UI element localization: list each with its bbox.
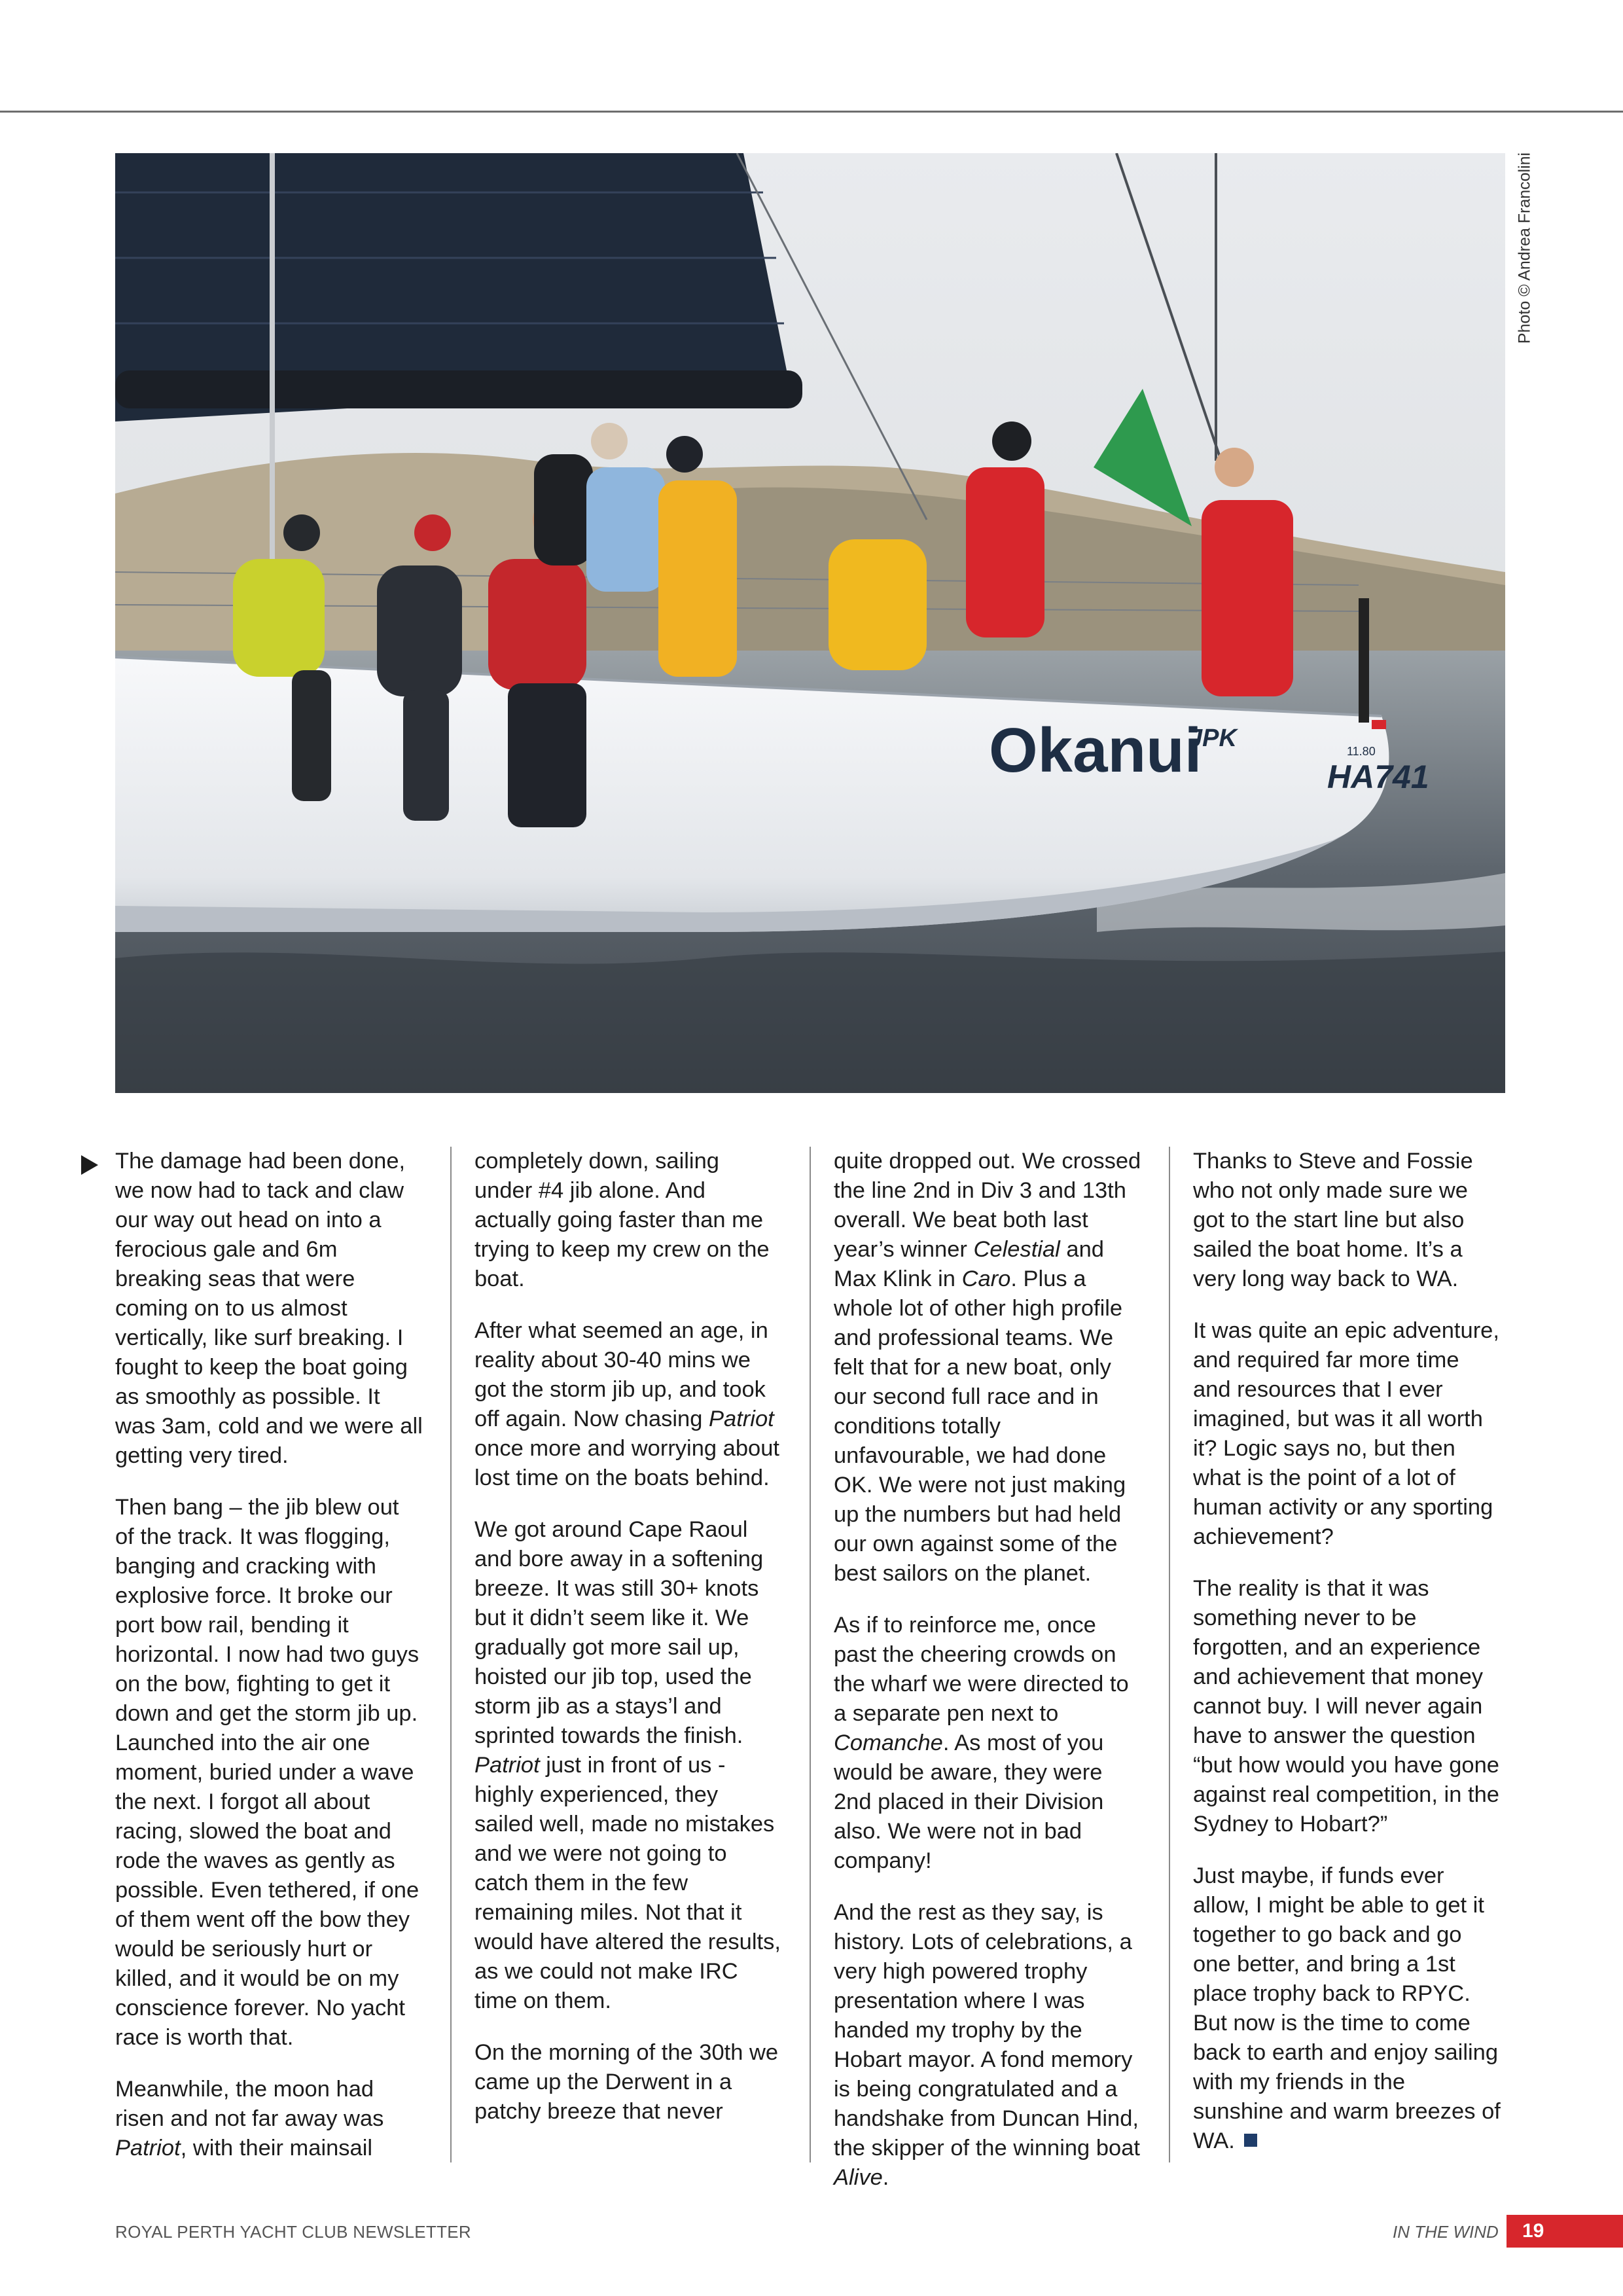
paragraph	[1193, 1861, 1501, 2156]
column-divider	[810, 1147, 811, 2162]
text-run: . As most of you would be aware, they were 2nd placed in their Division also. We were not in bad company!	[834, 1731, 1104, 1873]
article-body	[0, 1147, 1623, 2190]
paragraph: On the morning of the 30th we came up the Derwent in a patchy breeze that never	[474, 2040, 779, 2124]
paragraph	[474, 1316, 782, 1493]
jpk-badge: JPK	[1188, 725, 1237, 752]
article-column-4	[1193, 1147, 1501, 2156]
paragraph: Then bang – the jib blew out of the track. It was flogging, banging and cracking with explosive force. It broke our port bow rail, bending it horizontal. I now had two guys on the bow, fighting to get it down and get the storm jib up. Launched into the air one moment, buried under a wave the next. I forgot all about racing, slowed the boat and rode the waves as gently as possible. Even tethered, if one of them went off the bow they would be seriously hurt or killed, and it would be on my conscience forever. No yacht race is worth that.	[115, 1495, 419, 2050]
section-name: IN THE WIND	[1393, 2222, 1499, 2242]
hull-name: Okanui	[989, 715, 1202, 785]
text-run: .	[882, 2165, 889, 2190]
boat-name: Patriot	[709, 1407, 774, 1431]
text-run: After what seemed an age, in reality about 30-40 mins we got the storm jib up, and took off again. Now chasing	[474, 1318, 768, 1431]
paragraph	[834, 1898, 1141, 2193]
end-of-article-icon	[1244, 2134, 1257, 2147]
paragraph: It was quite an epic adventure, and required far more time and resources that I ever imagined, but was it all worth it? Logic says no, but then what is the point of a lot of human activity or any sporting achievement?	[1193, 1318, 1499, 1549]
boat-name: Comanche	[834, 1731, 943, 1755]
column-divider	[1169, 1147, 1170, 2162]
yacht-photo	[115, 153, 1505, 1093]
page-number: 19	[1507, 2215, 1623, 2248]
article-column-2	[474, 1147, 782, 2126]
boat-name: Caro	[961, 1266, 1011, 1291]
text-run: Meanwhile, the moon had risen and not far away was	[115, 2077, 384, 2131]
photo-credit-text: Photo © Andrea Francolini	[1515, 152, 1534, 344]
paragraph: Thanks to Steve and Fossie who not only made sure we got to the start line but also sailed the boat home. It’s a very long way back to WA.	[1193, 1149, 1473, 1291]
sail-number: HA741	[1327, 759, 1429, 795]
text-run: . Plus a whole lot of other high profile and professional teams. We felt that for a new boat, only our second full race and in conditions totally unfavourable, we had done OK. We were not just making up the numbers but had held our own against some of the best sailors on the planet.	[834, 1266, 1126, 1586]
text-run: Just maybe, if funds ever allow, I might be able to get it together to go back and go one better, and bring a 1st place trophy back to RPYC. But now is the time to come back to earth and enjoy sailing with my friends in the sunshine and warm breezes of WA.	[1193, 1863, 1501, 2153]
text-run: As if to reinforce me, once past the cheering crowds on the wharf we were directed to a separate pen next to	[834, 1613, 1129, 1726]
text-run: just in front of us - highly experienced, they sailed well, made no mistakes and we were not going to catch them in the few remaining miles. Not that it would have altered the results, as we could not make IRC time on them.	[474, 1753, 781, 2013]
text-run: And the rest as they say, is history. Lots of celebrations, a very high powered trophy presentation where I was handed my trophy by the Hobart mayor. A fond memory is being congratulated and a handshake from Duncan Hind, the skipper of the winning boat	[834, 1900, 1140, 2161]
boat-name: Patriot	[474, 1753, 540, 1778]
boat-name: Patriot	[115, 2136, 181, 2161]
boat-name: Alive	[834, 2165, 883, 2190]
photo-credit	[1507, 153, 1543, 343]
text-run: We got around Cape Raoul and bore away in a softening breeze. It was still 30+ knots but it didn’t seem like it. We gradually got more sail up, hoisted our jib top, used the storm jib as a stays’l and sprinted towards the finish.	[474, 1517, 764, 1748]
paragraph	[474, 1515, 782, 2016]
text-run: quite dropped out. We crossed the line 2nd in Div 3 and 13th overall. We beat both last year’s winner	[834, 1149, 1141, 1262]
paragraph	[834, 1147, 1141, 1588]
text-run: once more and worrying about lost time on the boats behind.	[474, 1436, 780, 1490]
text-run: and Max Klink in	[834, 1237, 1104, 1291]
paragraph	[834, 1611, 1141, 1876]
publication-name: ROYAL PERTH YACHT CLUB NEWSLETTER	[115, 2222, 471, 2242]
article-column-1	[115, 1147, 423, 2163]
paragraph: completely down, sailing under #4 jib alone. And actually going faster than me trying to keep my crew on the boat.	[474, 1149, 770, 1291]
boat-name: Celestial	[973, 1237, 1060, 1262]
header-rule	[0, 111, 1623, 113]
yacht-illustration	[115, 153, 1505, 1093]
paragraph: The damage had been done, we now had to tack and claw our way out head on into a ferocious gale and 6m breaking seas that were coming on to us almost vertically, like surf breaking. I fought to keep the boat going as smoothly as possible. It was 3am, cold and we were all getting very tired.	[115, 1149, 423, 1468]
text-run: , with their mainsail	[180, 2136, 373, 2161]
article-column-3	[834, 1147, 1141, 2193]
paragraph: The reality is that it was something never to be forgotten, and an experience and achievement that money cannot buy. I will never again have to answer the question “but how would you have gone against real competition, in the Sydney to Hobart?”	[1193, 1576, 1499, 1837]
paragraph	[115, 2075, 423, 2163]
column-divider	[450, 1147, 452, 2162]
model-label: 11.80	[1347, 745, 1376, 758]
